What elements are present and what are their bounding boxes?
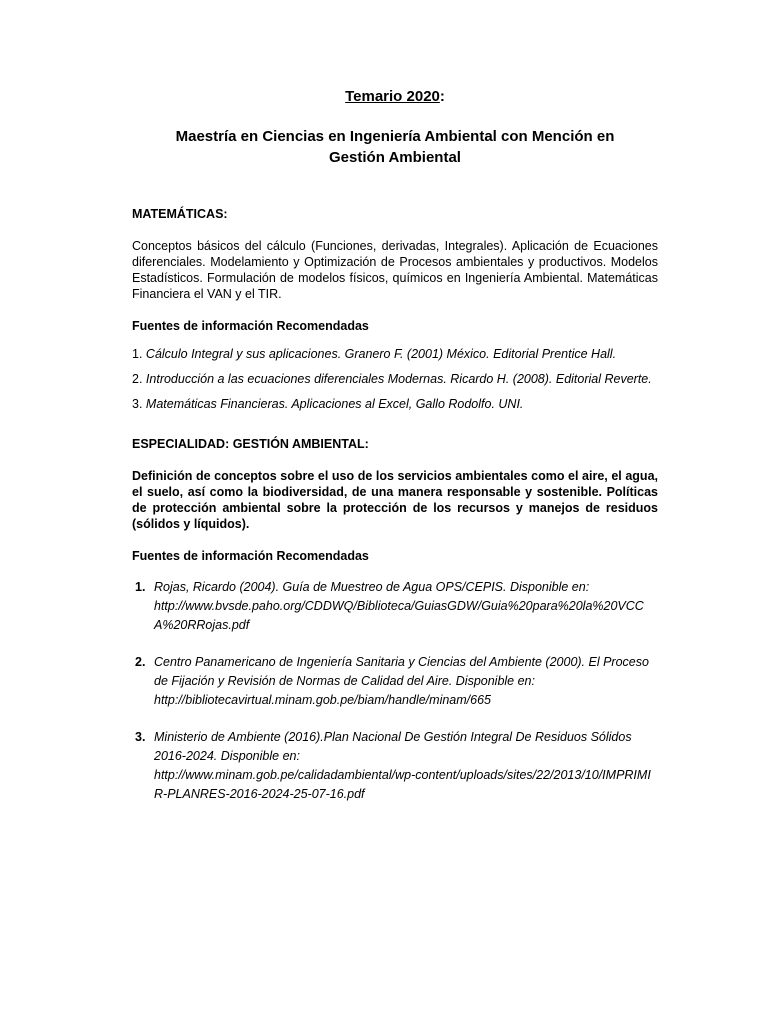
ref-text: Introducción a las ecuaciones diferenciales Modernas. Ricardo H. (2008). Editorial Reverte. [145, 372, 652, 386]
document-subtitle [132, 126, 658, 168]
ref-link[interactable]: http://www.bvsde.paho.org/CDDWQ/Biblioteca/GuiasGDW/Guia%20para%20la%20VCCA%20RRojas.pdf [154, 599, 644, 632]
list-item [132, 728, 658, 804]
ref-link[interactable]: http://www.minam.gob.pe/calidadambiental/wp-content/uploads/sites/22/2013/10/IMPRIMIR-PLANRES-2016-2024-25-07-16.pdf [154, 768, 651, 801]
list-item [132, 653, 658, 710]
specialty-heading: ESPECIALIDAD: GESTIÓN AMBIENTAL: [132, 437, 369, 451]
subtitle-line-1: Maestría en Ciencias en Ingeniería Ambiental con Mención en [175, 128, 615, 145]
ref-number: 2. [135, 655, 146, 669]
math-body: Conceptos básicos del cálculo (Funciones, derivadas, Integrales). Aplicación de Ecuaciones diferenciales. Modelamiento y Optimización de Procesos ambientales y productivos. Modelos Estadísticos. Formulación de modelos físicos, químicos en Ingeniería Ambiental. Matemáticas Financiera el VAN y el TIR. [132, 239, 658, 301]
ref-number: 2. [132, 372, 143, 386]
ref-link[interactable]: http://bibliotecavirtual.minam.gob.pe/biam/handle/minam/665 [154, 693, 491, 707]
specialty-body: Definición de conceptos sobre el uso de los servicios ambientales como el aire, el agua, el suelo, así como la biodiversidad, de una manera responsable y sostenible. Políticas de protección ambiental sobre la protección de los recursos y manejos de residuos (sólidos y líquidos). [132, 469, 658, 531]
list-item [132, 346, 658, 362]
title-suffix: : [439, 88, 445, 105]
list-item [132, 396, 658, 412]
math-sources-heading: Fuentes de información Recomendadas [132, 319, 369, 333]
document-page [132, 86, 658, 822]
ref-text: Cálculo Integral y sus aplicaciones. Granero F. (2001) México. Editorial Prentice Hall. [145, 347, 617, 361]
list-item [132, 371, 658, 387]
ref-number: 1. [132, 347, 143, 361]
ref-text: Centro Panamericano de Ingeniería Sanitaria y Ciencias del Ambiente (2000). El Proceso de Fijación y Revisión de Normas de Calidad del Aire. Disponible en: [154, 655, 649, 688]
specialty-sources-heading: Fuentes de información Recomendadas [132, 549, 369, 563]
ref-number: 3. [132, 397, 143, 411]
math-heading: MATEMÁTICAS: [132, 207, 228, 221]
ref-text: Rojas, Ricardo (2004). Guía de Muestreo de Agua OPS/CEPIS. Disponible en: [154, 580, 590, 594]
ref-number: 1. [135, 580, 146, 594]
list-item [132, 578, 658, 635]
math-reference-list [132, 346, 658, 412]
ref-text: Ministerio de Ambiente (2016).Plan Nacional De Gestión Integral De Residuos Sólidos 2016-2024. Disponible en: [154, 730, 632, 763]
subtitle-line-2: Gestión Ambiental [329, 149, 461, 166]
title-underlined: Temario 2020 [345, 88, 440, 105]
ref-text: Matemáticas Financieras. Aplicaciones al Excel, Gallo Rodolfo. UNI. [145, 397, 524, 411]
document-title [132, 86, 658, 108]
specialty-reference-list [132, 578, 658, 804]
ref-number: 3. [135, 730, 146, 744]
